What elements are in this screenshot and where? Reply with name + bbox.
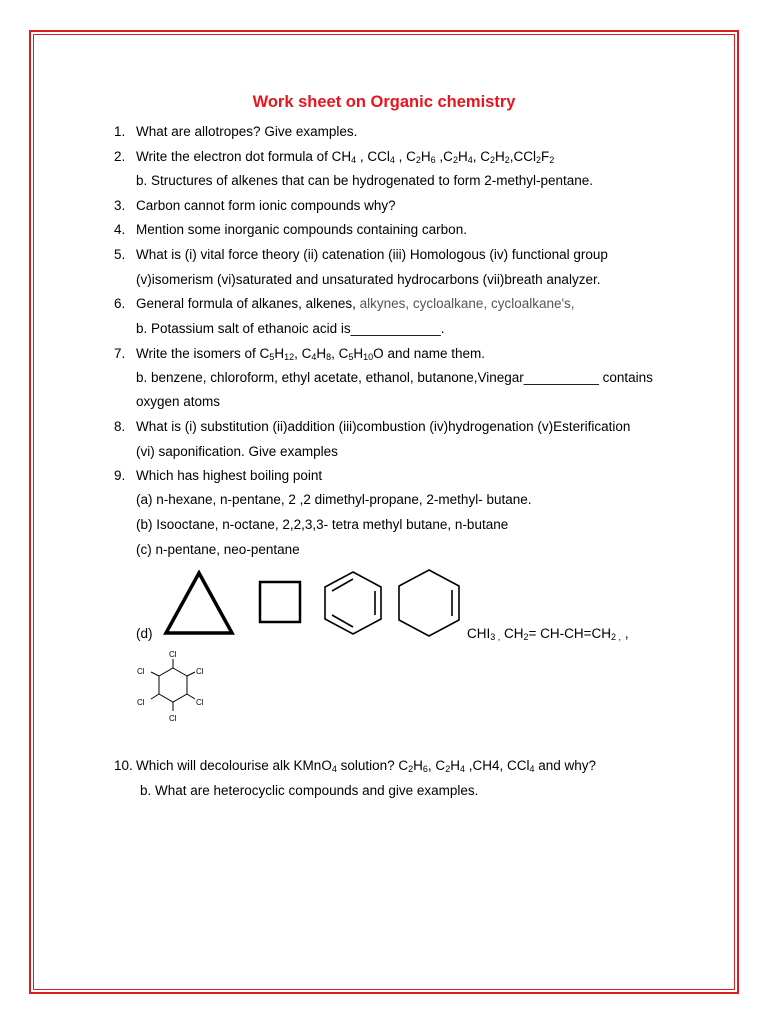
q4-number: 4.: [114, 222, 126, 237]
chlorine-label: Cl: [169, 650, 177, 659]
chlorine-label: Cl: [137, 698, 145, 707]
chlorine-label: Cl: [196, 667, 204, 676]
q1-number: 1.: [114, 124, 126, 139]
q6-part-b: b. Potassium salt of ethanoic acid is____________.: [136, 321, 445, 336]
q7-part-b-line1: b. benzene, chloroform, ethyl acetate, ethanol, butanone,Vinegar__________ contains: [136, 370, 653, 385]
q8-number: 8.: [114, 419, 126, 434]
q2-part-b: b. Structures of alkenes that can be hydrogenated to form 2-methyl-pentane.: [136, 173, 594, 188]
q7-part-b-line2: oxygen atoms: [136, 394, 221, 409]
q1-text: What are allotropes? Give examples.: [136, 124, 358, 139]
chlorine-label: Cl: [169, 714, 177, 723]
q9-number: 9.: [114, 468, 126, 483]
q10-number: 10.: [114, 758, 133, 773]
q3-text: Carbon cannot form ionic compounds why?: [136, 198, 396, 213]
cyclohexene-structure: [394, 566, 464, 640]
hexachlorocyclohexane-structure: [132, 648, 212, 726]
benzene-structure: [320, 568, 386, 638]
q10-text: Which will decolourise alk KMnO$_4$ solution? $C_2H_6$, $C_2H_4$ ,CH4, CCl$_4$ and why?: [136, 758, 597, 774]
q9-part-c: (c) n-pentane, neo-pentane: [136, 542, 300, 557]
q8-line2: (vi) saponification. Give examples: [136, 444, 338, 459]
q4-text: Mention some inorganic compounds containing carbon.: [136, 222, 467, 237]
q9-part-a: (a) n-hexane, n-pentane, 2 ,2 dimethyl-propane, 2-methyl- butane.: [136, 492, 532, 507]
q6-line1: General formula of alkanes, alkenes, alkynes, cycloalkane, cycloalkane's,: [136, 296, 575, 311]
q9-part-d-label: (d): [136, 626, 153, 641]
cyclopropane-structure: [162, 568, 236, 638]
q5-line1: What is (i) vital force theory (ii) catenation (iii) Homologous (iv) functional group: [136, 247, 608, 262]
q6-number: 6.: [114, 296, 126, 311]
q2-text: Write the electron dot formula of $CH_4$ , CCl$_4$ , $C_2H_6$ $,C_2H_4$, $C_2H_2,CCl_2F_2$: [136, 149, 555, 165]
q9-part-b: (b) Isooctane, n-octane, 2,2,3,3- tetra methyl butane, n-butane: [136, 517, 509, 532]
q7-text: Write the isomers of $C_5H_{12}$, $C_4H_8$, $C_5H_{10}O$ and name them.: [136, 346, 485, 362]
q5-line2: (v)isomerism (vi)saturated and unsaturated hydrocarbons (vii)breath analyzer.: [136, 272, 601, 287]
q9-text: Which has highest boiling point: [136, 468, 323, 483]
q5-number: 5.: [114, 247, 126, 262]
q3-number: 3.: [114, 198, 126, 213]
chlorine-label: Cl: [137, 667, 145, 676]
q7-number: 7.: [114, 346, 126, 361]
cyclobutane-structure: [256, 578, 306, 628]
q8-line1: What is (i) substitution (ii)addition (iii)combustion (iv)hydrogenation (v)Esterification: [136, 419, 631, 434]
q9-part-d-formulas: $CHI_{3 ,}$ $CH_2= CH-CH=CH_{2 ,}$ ,: [467, 626, 629, 642]
chlorine-label: Cl: [196, 698, 204, 707]
q2-number: 2.: [114, 149, 126, 164]
q10-part-b: b. What are heterocyclic compounds and give examples.: [140, 783, 479, 798]
worksheet-title: Work sheet on Organic chemistry: [252, 93, 516, 111]
